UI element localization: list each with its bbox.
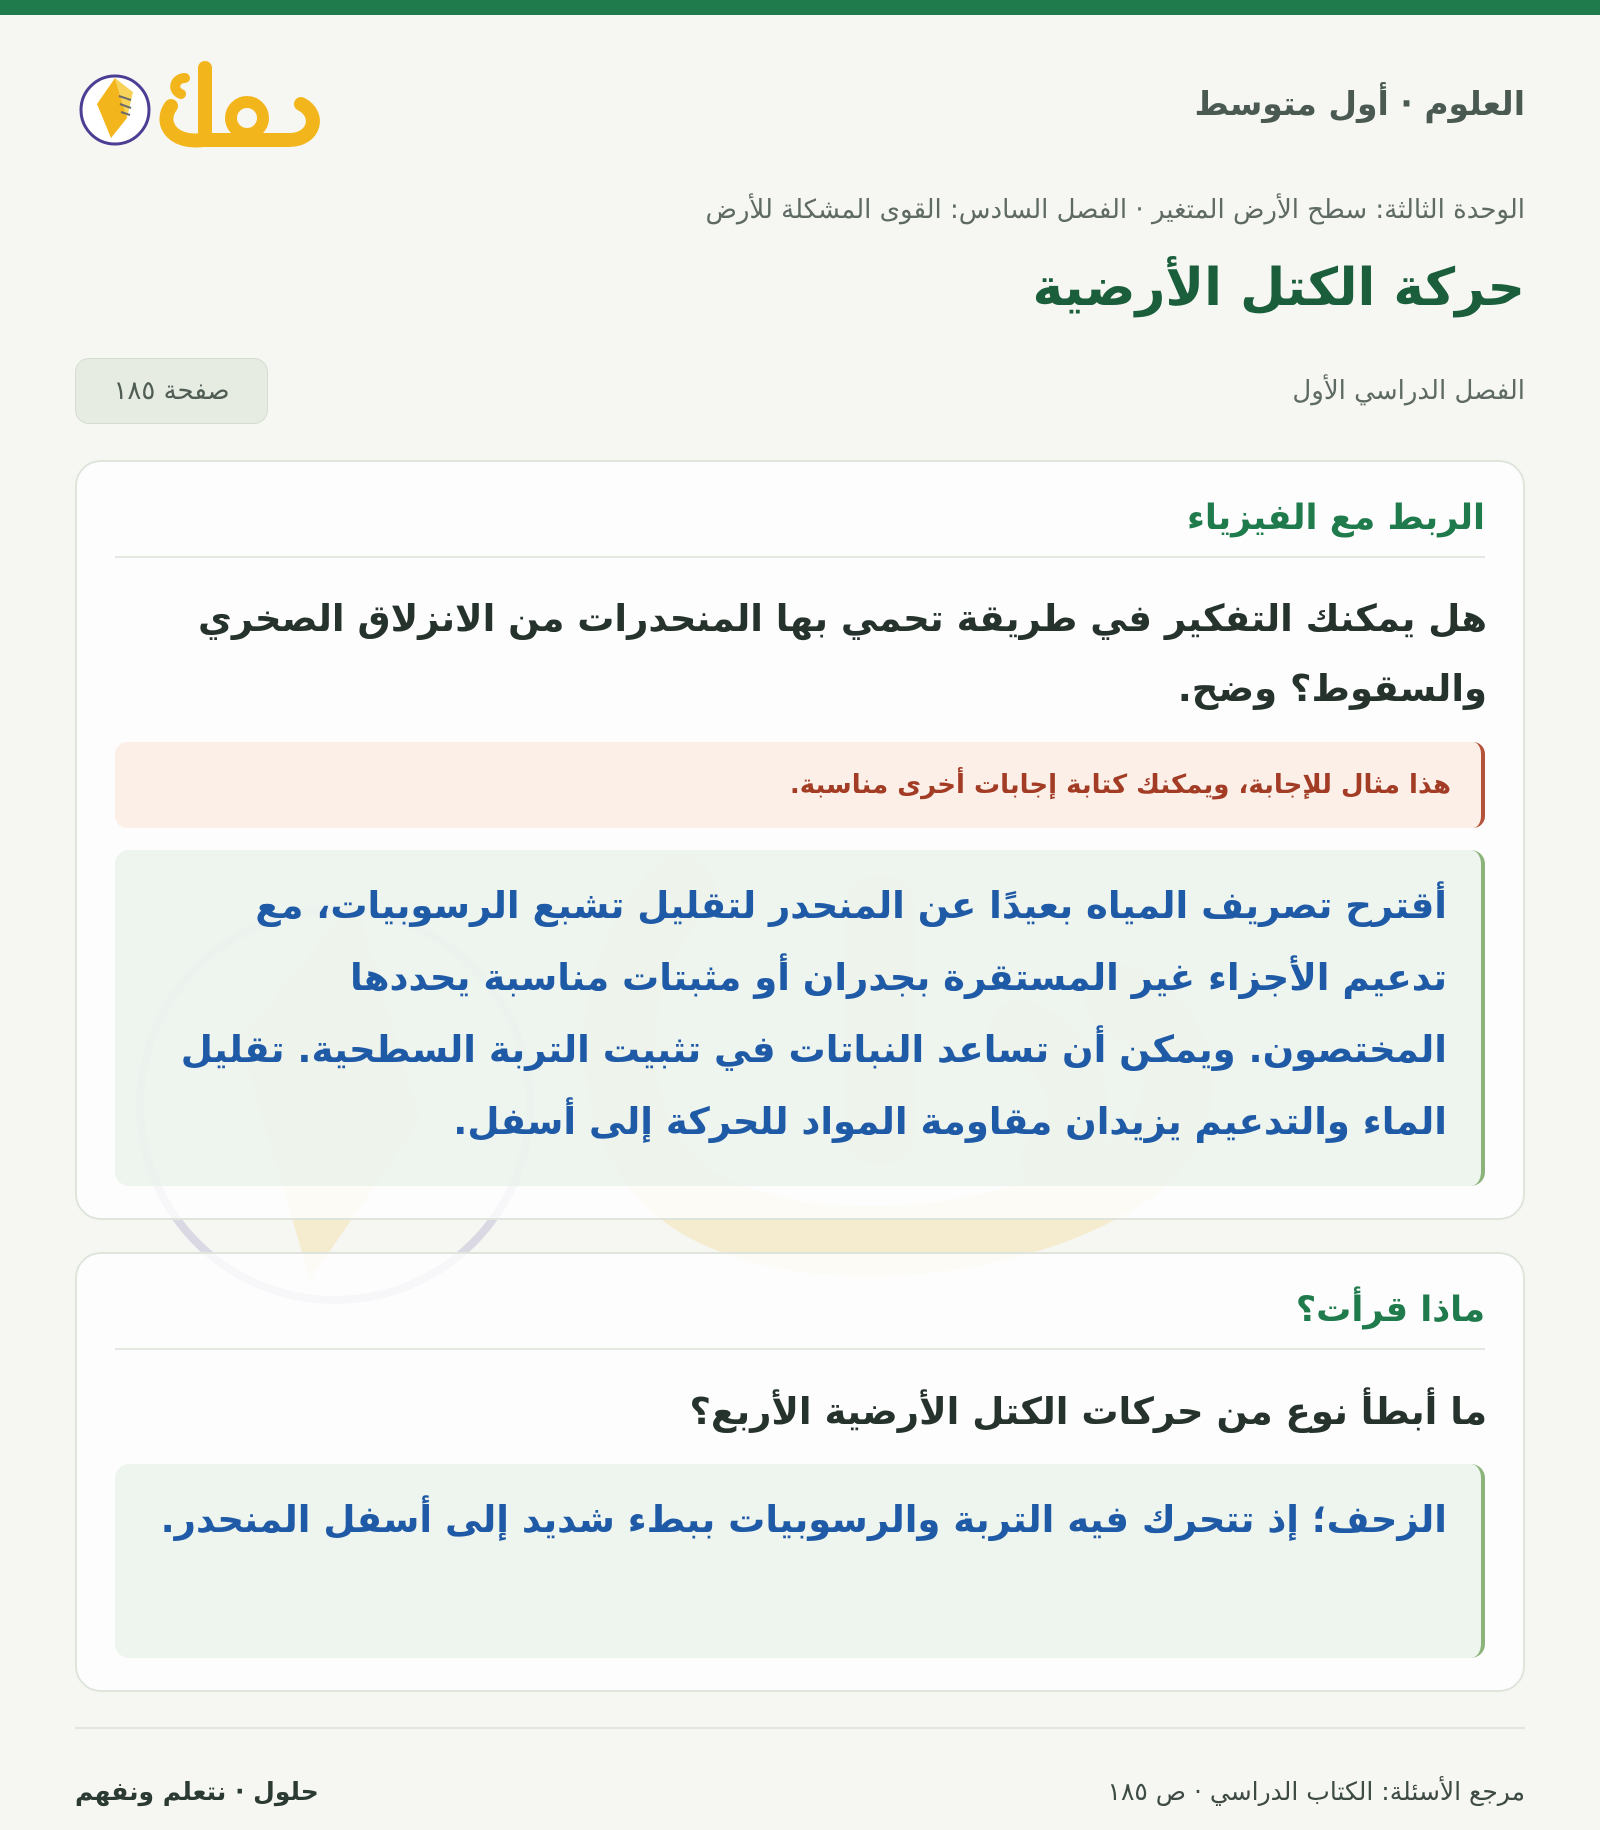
answer-box: أقترح تصريف المياه بعيدًا عن المنحدر لتقليل تشبع الرسوبيات، مع تدعيم الأجزاء غير المستقرة بجدران أو مثبتات مناسبة يحددها المختصون. ويمكن أن تساعد النباتات في تثبيت التربة السطحية. تقليل الماء والتدعيم يزيدان مقاومة المواد للحركة إلى أسفل. xyxy=(115,850,1485,1186)
question-text: هل يمكنك التفكير في طريقة تحمي بها المنحدرات من الانزلاق الصخري والسقوط؟ وضح. xyxy=(197,597,1487,710)
term-label: الفصل الدراسي الأول xyxy=(1292,376,1525,406)
logo-book-icon xyxy=(75,48,345,168)
breadcrumb: الوحدة الثالثة: سطح الأرض المتغير · الفصل السادس: القوى المشكلة للأرض xyxy=(705,195,1525,225)
top-accent-bar xyxy=(0,0,1600,15)
answer-note: هذا مثال للإجابة، ويمكنك كتابة إجابات أخرى مناسبة. xyxy=(115,742,1485,828)
footer-reference: مرجع الأسئلة: الكتاب الدراسي · ص ١٨٥ xyxy=(1107,1777,1525,1806)
section-header xyxy=(115,498,1485,558)
section-header xyxy=(115,1290,1485,1350)
footer-brand: حلول · نتعلم ونفهم xyxy=(75,1777,319,1806)
page-footer xyxy=(75,1727,1525,1806)
section-title: ماذا قرأت؟ xyxy=(1295,1290,1485,1330)
page-title: حركة الكتل الأرضية xyxy=(1032,258,1525,318)
section-card-what-read xyxy=(75,1252,1525,1692)
section-card-physics xyxy=(75,460,1525,1220)
subject-grade-label: العلوم · أول متوسط xyxy=(1194,84,1525,123)
answer-box: الزحف؛ إذ تتحرك فيه التربة والرسوبيات ببطء شديد إلى أسفل المنحدر. xyxy=(115,1464,1485,1658)
page-number-badge: صفحة ١٨٥ xyxy=(75,358,268,424)
question-text: ما أبطأ نوع من حركات الكتل الأرضية الأربع؟ xyxy=(689,1390,1487,1433)
site-logo[interactable] xyxy=(75,48,345,168)
page-header xyxy=(75,48,1525,168)
section-title: الربط مع الفيزياء xyxy=(1186,498,1485,538)
